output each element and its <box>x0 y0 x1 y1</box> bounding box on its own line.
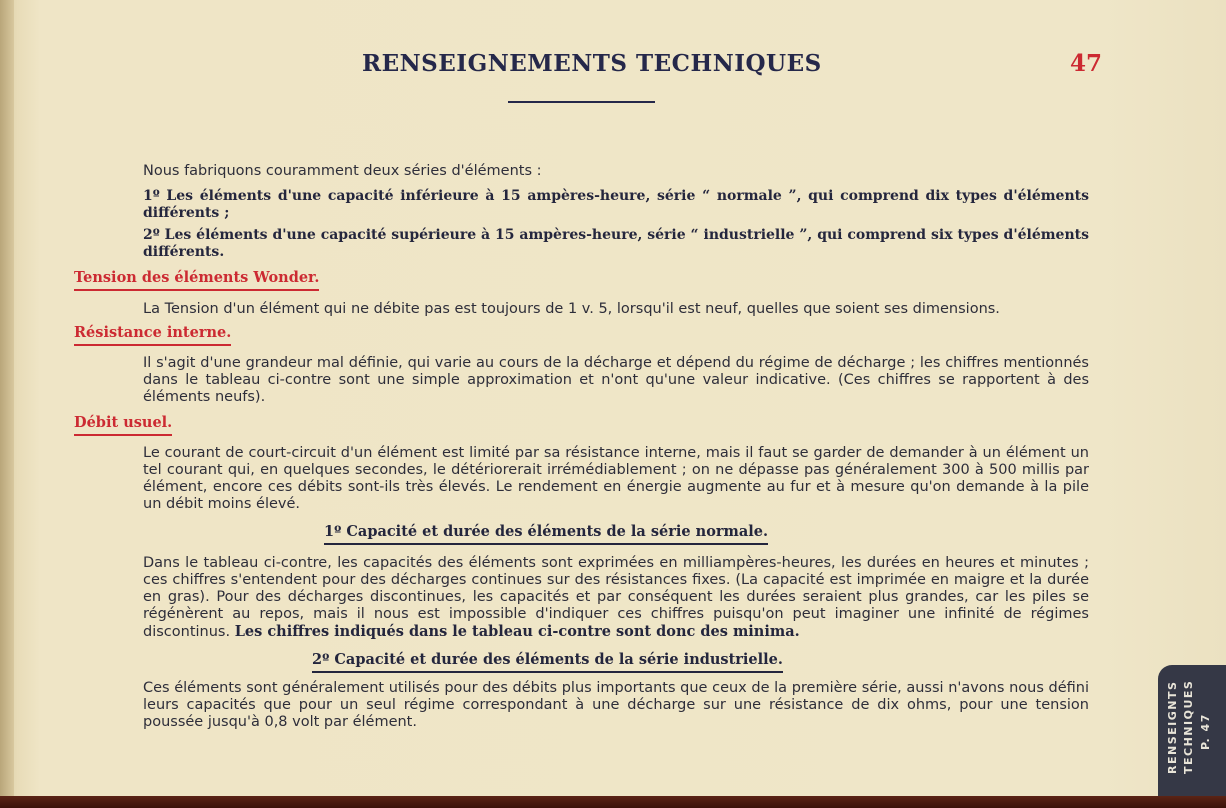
text-serie-normale <box>143 555 1089 641</box>
heading-tension: Tension des éléments Wonder. <box>74 269 319 291</box>
tab-line-techniques: TECHNIQUES <box>1182 679 1195 774</box>
text-serie-normale-body: Dans le tableau ci-contre, les capacités des éléments sont exprimées en milliampères-heures, les durées en heures et minutes ; ces chiffres s'entendent pour des décharges continues sur des résistances fixes. (La capacité est imprimée en maigre et la durée en gras). Pour des décharges discontinues, les capacités et par conséquent les durées seraient plus grandes, car les piles se régénèrent au repos, mais il nous est impossible d'indiquer ces chiffres puisqu'on peut imaginer une infinité de régimes discontinus. <box>143 555 1089 640</box>
heading-debit: Débit usuel. <box>74 414 172 436</box>
heading-serie-normale: 1º Capacité et durée des éléments de la série normale. <box>324 523 768 545</box>
tab-line-page: P. 47 <box>1199 713 1212 750</box>
page-title: RENSEIGNEMENTS TECHNIQUES <box>362 50 822 77</box>
text-debit: Le courant de court-circuit d'un élément est limité par sa résistance interne, mais il faut se garder de demander à un élément un tel courant qui, en quelques secondes, le détériorerait irrémédiablement ; on ne dépasse pas généralement 300 à 500 millis par élément, encore ces débits sont-ils très élevés. Le rendement en énergie augmente au fur et à mesure qu'on demande à la pile un débit moins élevé. <box>143 445 1089 512</box>
heading-serie-industrielle: 2º Capacité et durée des éléments de la série industrielle. <box>312 651 783 673</box>
section-tab-label[interactable] <box>1166 679 1218 774</box>
text-resistance: Il s'agit d'une grandeur mal définie, qui varie au cours de la décharge et dépend du régime de décharge ; les chiffres mentionnés dans le tableau ci-contre sont une simple approximation et n'ont qu'une valeur indicative. (Ces chiffres se rapportent à des éléments neufs). <box>143 355 1089 405</box>
heading-resistance: Résistance interne. <box>74 324 231 346</box>
intro-item-normale: 1º Les éléments d'une capacité inférieure à 15 ampères-heure, série “ normale ”, qui comprend dix types d'éléments différents ; <box>143 188 1089 221</box>
text-serie-normale-bold: Les chiffres indiqués dans le tableau ci-contre sont donc des minima. <box>234 623 800 640</box>
page-number: 47 <box>1070 50 1103 77</box>
text-serie-industrielle: Ces éléments sont généralement utilisés pour des débits plus importants que ceux de la première série, aussi n'avons nous défini leurs capacités que pour un seul régime correspondant à une décharge sur une résistance de dix ohms, pour une tension poussée jusqu'à 0,8 volt par élément. <box>143 680 1089 730</box>
intro-lead: Nous fabriquons couramment deux séries d'éléments : <box>143 163 542 179</box>
text-tension: La Tension d'un élément qui ne débite pas est toujours de 1 v. 5, lorsqu'il est neuf, quelles que soient ses dimensions. <box>143 301 1000 317</box>
page-bottom-edge <box>0 796 1226 808</box>
tab-line-renseignements: RENSEIGNTS <box>1166 680 1179 774</box>
book-spine <box>0 0 14 808</box>
title-underline <box>508 101 655 103</box>
intro-item-industrielle: 2º Les éléments d'une capacité supérieure à 15 ampères-heure, série “ industrielle ”, qui comprend six types d'éléments différents. <box>143 227 1089 260</box>
